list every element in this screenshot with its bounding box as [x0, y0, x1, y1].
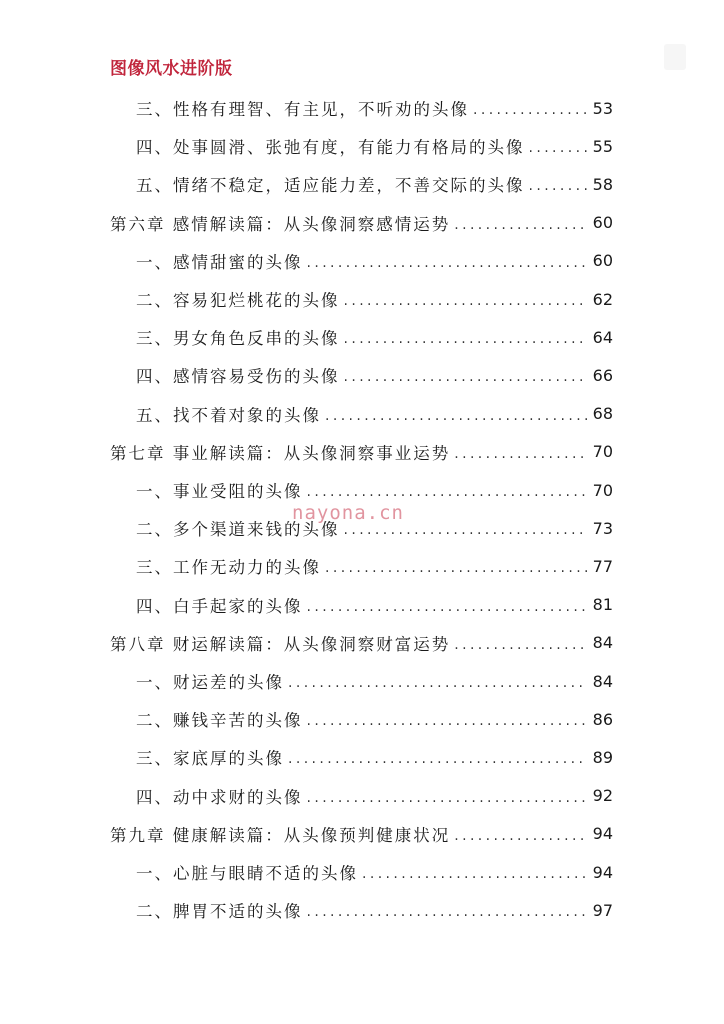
toc-page-number: 81 — [592, 595, 613, 615]
toc-dot-leader — [307, 790, 588, 806]
toc-entry-title: 三、性格有理智、有主见，不听劝的头像 — [136, 100, 469, 119]
toc-dot-leader — [307, 599, 588, 615]
toc-entry-title: 二、脾胃不适的头像 — [136, 902, 303, 922]
toc-chapter-entry[interactable] — [110, 438, 613, 466]
toc-page-number: 68 — [592, 404, 613, 424]
toc-page-number: 66 — [592, 365, 613, 385]
toc-page-number: 53 — [592, 98, 613, 118]
toc-section-entry[interactable] — [136, 552, 613, 580]
toc-dot-leader — [454, 637, 587, 653]
toc-dot-leader — [454, 828, 587, 844]
toc-page-number: 89 — [592, 747, 613, 767]
toc-section-entry[interactable] — [136, 400, 613, 428]
toc-entry-title: 四、动中求财的头像 — [136, 787, 303, 807]
toc-dot-leader — [325, 560, 587, 576]
toc-entry-title: 五、情绪不稳定，适应能力差，不善交际的头像 — [136, 176, 525, 196]
toc-page-number: 94 — [592, 862, 613, 882]
toc-page-number: 62 — [592, 289, 613, 309]
toc-entry-title: 二、容易犯烂桃花的头像 — [136, 291, 340, 310]
toc-section-entry[interactable] — [136, 170, 613, 198]
toc-section-entry[interactable] — [136, 247, 613, 275]
toc-entry-title: 一、心脏与眼睛不适的头像 — [136, 864, 358, 883]
watermark-text: nayona.cn — [292, 502, 404, 524]
toc-entry-title: 第六章 感情解读篇：从头像洞察感情运势 — [110, 214, 451, 234]
toc-dot-leader — [529, 140, 588, 156]
toc-entry-title: 三、家底厚的头像 — [136, 749, 284, 769]
toc-dot-leader — [307, 904, 588, 920]
toc-page-number: 58 — [592, 174, 613, 194]
toc-dot-leader — [473, 102, 587, 118]
toc-dot-leader — [307, 255, 588, 271]
toc-entry-title: 一、事业受阻的头像 — [136, 482, 303, 501]
toc-section-entry[interactable] — [136, 514, 613, 542]
toc-page-number: 60 — [592, 251, 613, 271]
toc-page-number: 84 — [592, 671, 613, 691]
toc-page-number: 86 — [592, 709, 613, 729]
toc-page-number: 73 — [592, 518, 613, 538]
toc-entry-title: 第九章 健康解读篇：从头像预判健康状况 — [110, 825, 451, 845]
toc-entry-title: 三、男女角色反串的头像 — [136, 329, 340, 349]
toc-dot-leader — [344, 522, 588, 538]
page-title: 图像风水进阶版 — [110, 59, 233, 79]
toc-entry-title: 一、感情甜蜜的头像 — [136, 252, 303, 272]
toc-section-entry[interactable] — [136, 705, 613, 733]
toc-section-entry[interactable] — [136, 361, 613, 389]
toc-section-entry[interactable] — [136, 667, 613, 695]
page-corner-mark — [664, 44, 686, 70]
toc-section-entry[interactable] — [136, 896, 613, 924]
toc-dot-leader — [288, 751, 587, 767]
toc-section-entry[interactable] — [136, 476, 613, 504]
toc-dot-leader — [344, 331, 588, 347]
toc-page-number: 64 — [592, 327, 613, 347]
toc-entry-title: 四、白手起家的头像 — [136, 596, 303, 616]
toc-dot-leader — [529, 178, 588, 194]
toc-page-number: 94 — [592, 824, 613, 844]
toc-page-number: 77 — [592, 556, 613, 576]
toc-dot-leader — [307, 713, 588, 729]
toc-page-number: 97 — [592, 900, 613, 920]
toc-dot-leader — [454, 217, 587, 233]
toc-section-entry[interactable] — [136, 285, 613, 313]
toc-dot-leader — [344, 369, 588, 385]
toc-chapter-entry[interactable] — [110, 209, 613, 237]
toc-page-number: 70 — [592, 480, 613, 500]
toc-dot-leader — [362, 866, 587, 882]
toc-entry-title: 三、工作无动力的头像 — [136, 558, 321, 578]
toc-page-number: 70 — [592, 442, 613, 462]
toc-entry-title: 五、找不着对象的头像 — [136, 405, 321, 425]
toc-dot-leader — [454, 446, 587, 462]
toc-section-entry[interactable] — [136, 591, 613, 619]
toc-dot-leader — [325, 408, 587, 424]
toc-dot-leader — [288, 675, 587, 691]
toc-page-number: 60 — [592, 213, 613, 233]
toc-entry-title: 第七章 事业解读篇：从头像洞察事业运势 — [110, 443, 451, 463]
toc-entry-title: 一、财运差的头像 — [136, 673, 284, 692]
toc-section-entry[interactable] — [136, 132, 613, 160]
toc-entry-title: 四、感情容易受伤的头像 — [136, 367, 340, 387]
toc-dot-leader — [344, 293, 588, 309]
toc-entry-title: 二、多个渠道来钱的头像 — [136, 520, 340, 540]
toc-chapter-entry[interactable] — [110, 820, 613, 848]
toc-section-entry[interactable] — [136, 323, 613, 351]
toc-page-number: 92 — [592, 786, 613, 806]
toc-section-entry[interactable] — [136, 782, 613, 810]
toc-page-number: 55 — [592, 136, 613, 156]
toc-entry-title: 四、处事圆滑、张弛有度，有能力有格局的头像 — [136, 138, 525, 158]
toc-section-entry[interactable] — [136, 858, 613, 886]
toc-dot-leader — [307, 484, 588, 500]
toc-chapter-entry[interactable] — [110, 629, 613, 657]
toc-section-entry[interactable] — [136, 743, 613, 771]
toc-section-entry[interactable] — [136, 94, 613, 122]
toc-page-number: 84 — [592, 633, 613, 653]
toc-entry-title: 第八章 财运解读篇：从头像洞察财富运势 — [110, 634, 451, 654]
toc-entry-title: 二、赚钱辛苦的头像 — [136, 711, 303, 731]
